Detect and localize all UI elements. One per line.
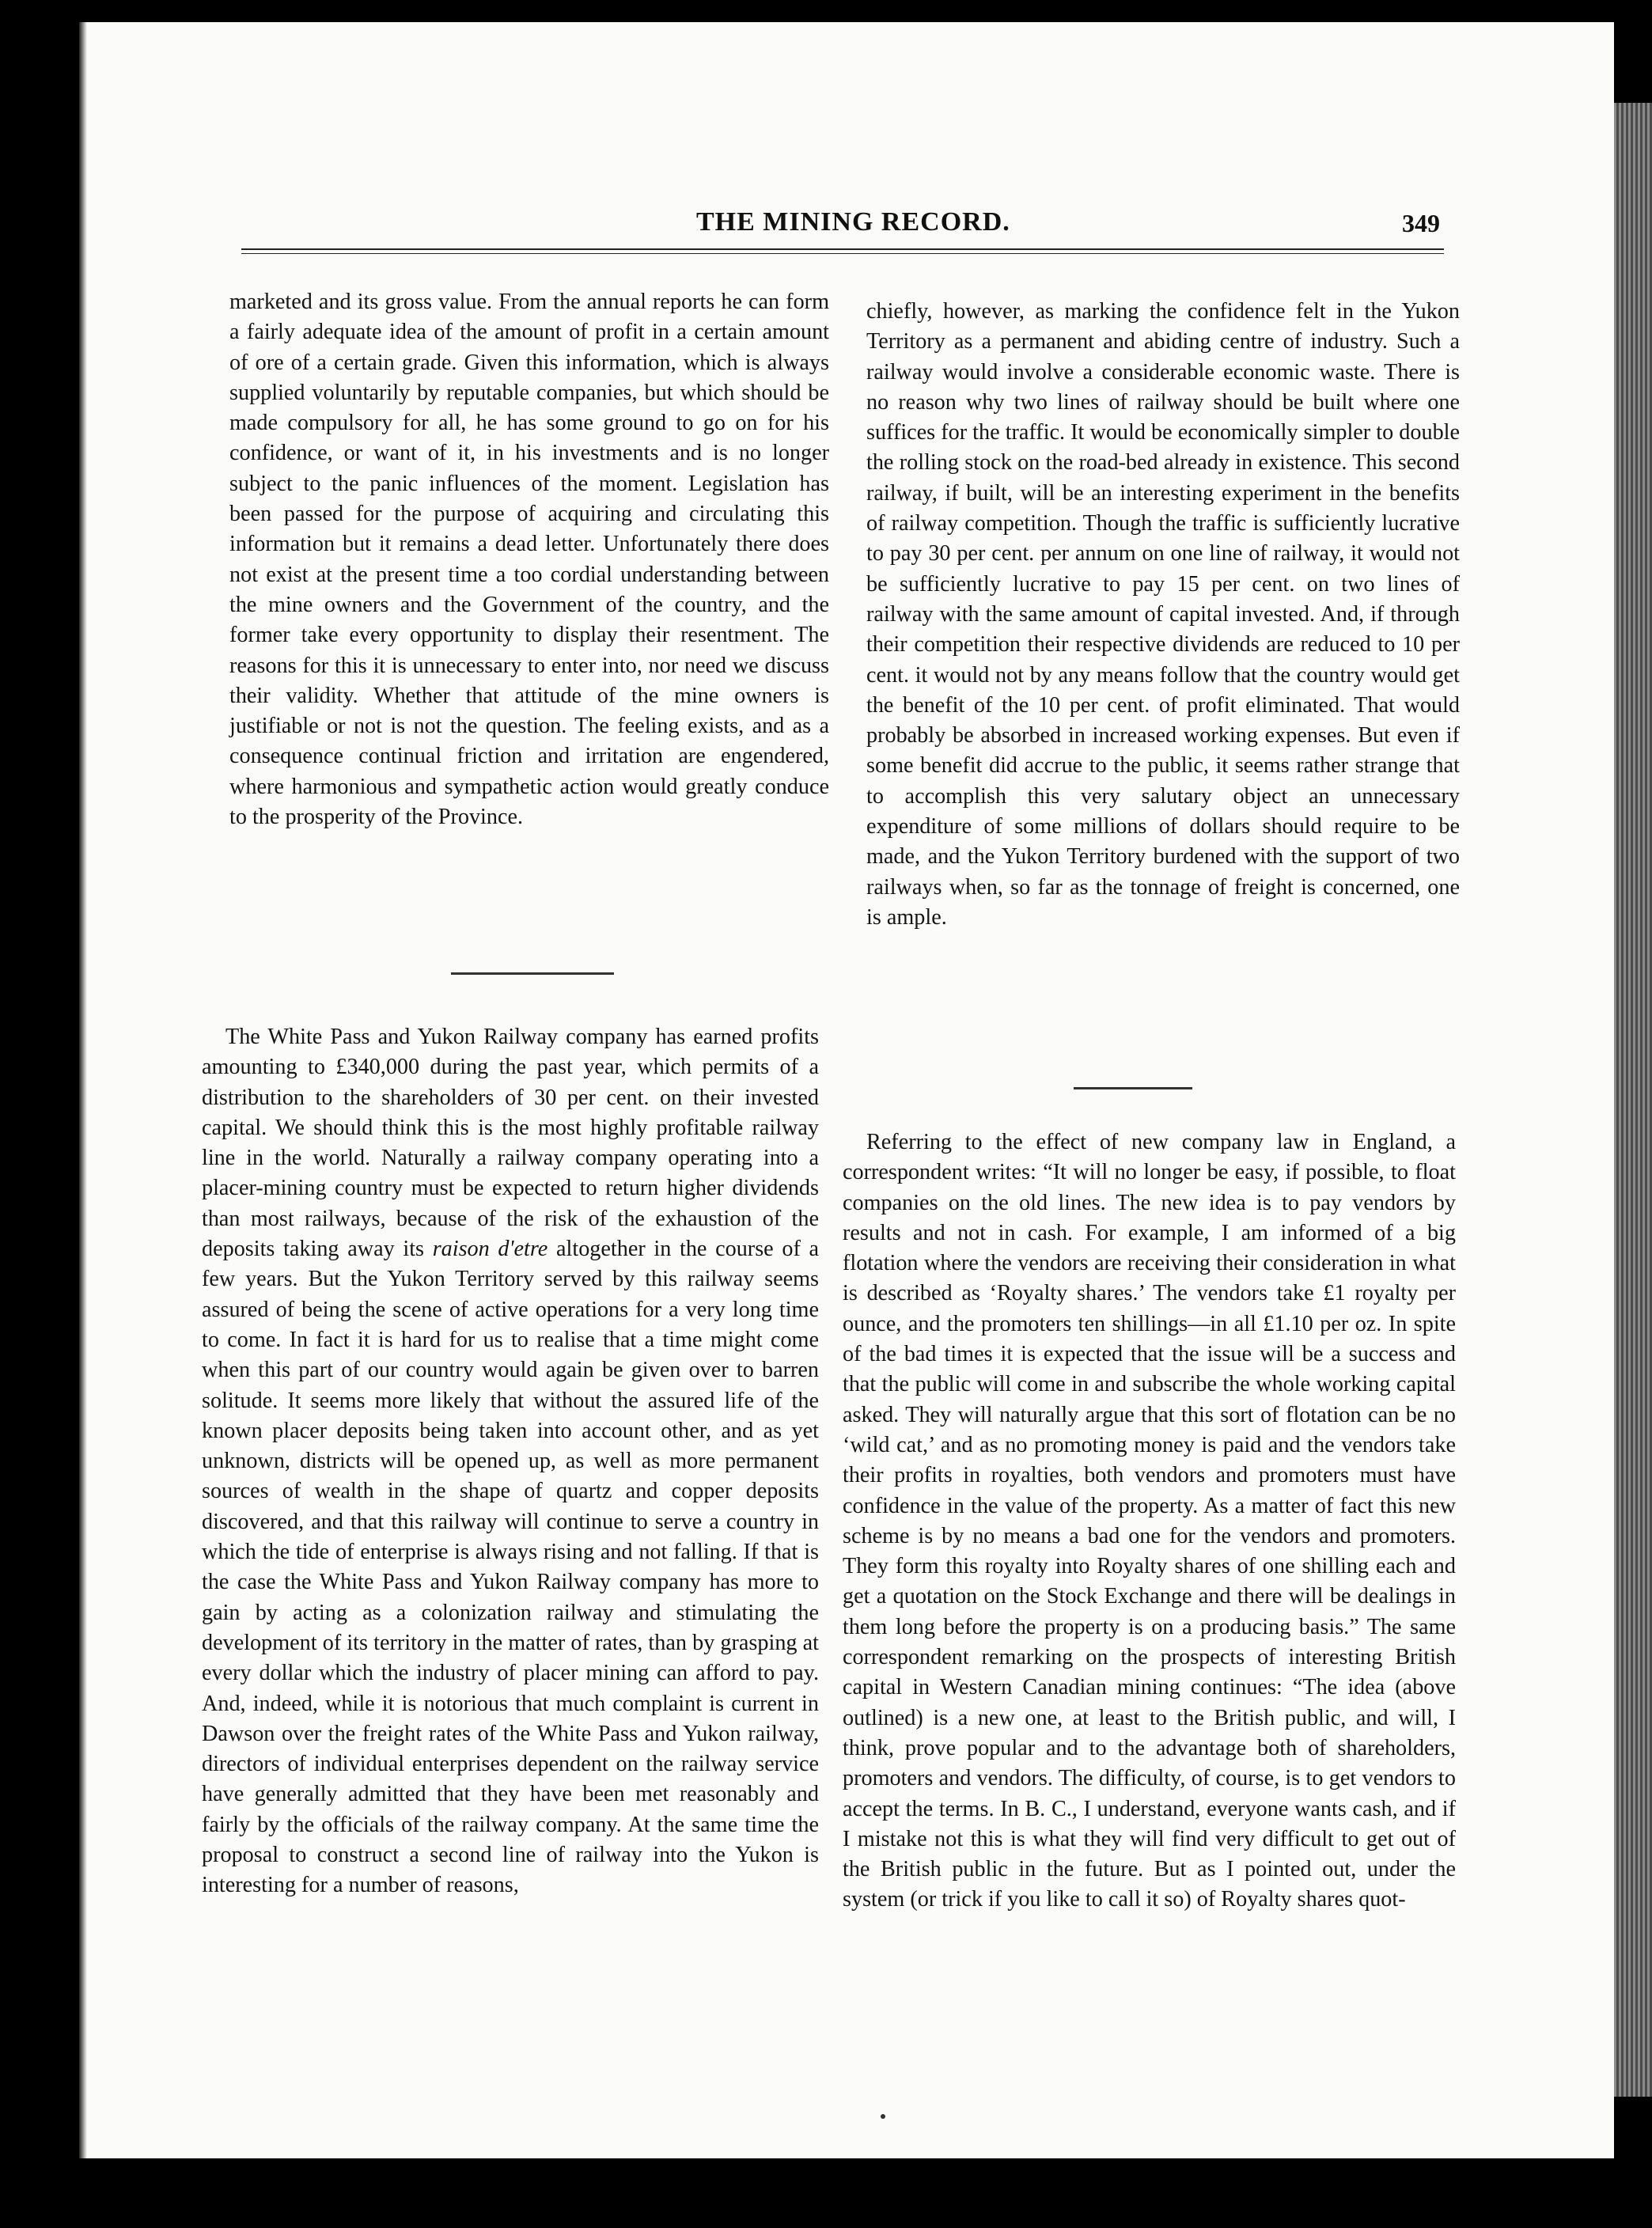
section-divider bbox=[451, 972, 614, 975]
right-column-top bbox=[866, 297, 1460, 933]
page-header bbox=[237, 207, 1456, 250]
printer-mark bbox=[881, 2114, 885, 2119]
italic-phrase: raison d'etre bbox=[432, 1237, 548, 1262]
left-column-top bbox=[229, 287, 829, 832]
article-paragraph: marketed and its gross value. From the annual reports he can form a fairly adequate idea of the amount of profit in a certain amount of ore of a certain grade. Given this information, which is always supplied voluntarily by reputable companies, but which should be made compulsory for all, he has some ground to go on for his confidence, or want of it, in his investments and is no longer subject to the panic influences of the moment. Legislation has been passed for the purpose of acquiring and circulating this information but it remains a dead letter. Unfortunately there does not exist at the present time a too cordial understanding between the mine owners and the Government of the country, and the former take every opportunity to display their resentment. The reasons for this it is unnecessary to enter into, nor need we discuss their validity. Whether that attitude of the mine owners is justifiable or not is not the question. The feeling exists, and as a consequence continual friction and irritation are engendered, where harmonious and sympathetic action would greatly conduce to the prosperity of the Province. bbox=[229, 290, 829, 830]
header-rule bbox=[241, 248, 1444, 254]
page-number: 349 bbox=[1402, 209, 1440, 237]
article-paragraph: chiefly, however, as marking the confidence felt in the Yukon Territory as a permanent and abiding centre of industry. Such a railway would involve a considerable economic waste. There is no reason why two lines of railway should be built where one suffices for the traffic. It would be economically simpler to double the rolling stock on the road-bed already in existence. This second railway, if built, will be an interesting experiment in the benefits of railway competition. Though the traffic is sufficiently lucrative to pay 30 per cent. per annum on one line of railway, it would not be sufficiently lucrative to pay 15 per cent. on two lines of railway with the same amount of capital invested. And, if through their competition their respective dividends are reduced to 10 per cent. it would not by any means follow that the country would get the benefit of the 10 per cent. of profit eliminated. That would probably be absorbed in increased working expenses. But even if some benefit did accrue to the public, it seems rather strange that to accomplish this very salutary object an unnecessary expenditure of some millions of dollars should require to be made, and the Yukon Territory burdened with the support of two railways when, so far as the tonnage of freight is concerned, one is ample. bbox=[866, 299, 1460, 930]
article-paragraph: Referring to the effect of new company law in England, a correspondent writes: “It will no longer be easy, if possible, to float companies on the old lines. The new idea is to pay vendors by results and not in cash. For example, I am informed of a big flotation where the vendors are receiving their consideration in what is described as ‘Royalty shares.’ The vendors take £1 royalty per ounce, and the promoters ten shillings—in all £1.10 per oz. In spite of the bad times it is expected that the issue will be a success and that the public will come in and subscribe the whole working capital asked. They will naturally argue that this sort of flotation can be no ‘wild cat,’ and as no promoting money is paid and the vendors take their profits in royalties, both vendors and promoters must have confidence in the value of the property. As a matter of fact this new scheme is by no means a bad one for the vendors and promoters. They form this royalty into Royalty shares of one shilling each and get a quotation on the Stock Exchange and there will be dealings in them long before the property is on a producing basis.” The same correspondent remarking on the prospects of interesting British capital in Western Canadian mining continues: “The idea (above outlined) is a new one, at least to the British public, and will, I think, prove popular and to the advantage both of shareholders, promoters and vendors. The difficulty, of course, is to get vendors to accept the terms. In B. C., I understand, everyone wants cash, and if I mistake not this is what they will find very difficult to get out of the British public in the future. But as I pointed out, under the system (or trick if you like to call it so) of Royalty shares quot- bbox=[843, 1130, 1456, 1912]
left-column-bottom bbox=[202, 1022, 819, 1901]
page-edge-stack bbox=[1614, 103, 1652, 2097]
section-divider bbox=[1074, 1087, 1192, 1089]
binding-shadow bbox=[79, 22, 87, 2158]
article-paragraph bbox=[202, 1022, 819, 1901]
right-column-bottom bbox=[843, 1127, 1456, 1915]
paragraph-text: altogether in the course of a few years. But the Yukon Territory served by this railway seems assured of being the scene of active operations for a very long time to come. In fact it is hard for us to realise that a time might come when this part of our country would again be given over to barren solitude. It seems more likely that without the assured life of the known placer deposits being taken into account other, and as yet unknown, districts will be opened up, as well as more permanent sources of wealth in the shape of quartz and copper deposits discovered, and that this railway will continue to serve a country in which the tide of enterprise is always rising and not falling. If that is the case the White Pass and Yukon Railway company has more to gain by acting as a colonization railway and stimulating the development of its territory in the matter of rates, than by grasping at every dollar which the industry of placer mining can afford to pay. And, indeed, while it is notorious that much complaint is current in Dawson over the freight rates of the White Pass and Yukon railway, directors of individual enterprises dependent on the railway service have generally admitted that they have been met reasonably and fairly by the officials of the railway company. At the same time the proposal to construct a second line of railway into the Yukon is interesting for a number of reasons, bbox=[202, 1237, 820, 1898]
running-title: THE MINING RECORD. bbox=[696, 207, 1010, 237]
paragraph-text: The White Pass and Yukon Railway company has earned profits amounting to £340,000 during the past year, which permits of a distribution to the shareholders of 30 per cent. on their invested capital. We should think this is the most highly profitable railway line in the world. Naturally a railway company operating into a placer-mining country must be expected to return higher dividends than most railways, because of the risk of the exhaustion of the deposits taking away its bbox=[202, 1025, 819, 1262]
